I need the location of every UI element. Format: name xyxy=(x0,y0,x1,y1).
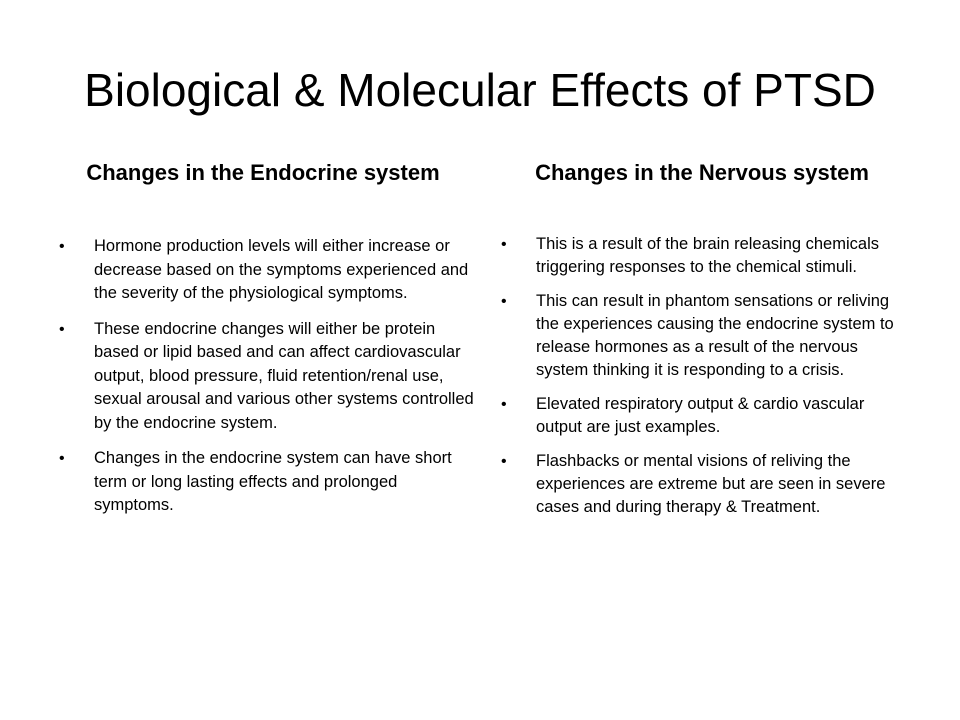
bullet-text: This can result in phantom sensations or reliving the experiences causing the endocrine system to release hormones as a result of the nervous system thinking it is responding to a crisis. xyxy=(536,292,894,379)
bullet-text: These endocrine changes will either be protein based or lipid based and can affect cardiovascular output, blood pressure, fluid retention/renal use, sexual arousal and various other systems controlled by the endocrine system. xyxy=(94,319,474,432)
bullet-text: Elevated respiratory output & cardio vascular output are just examples. xyxy=(536,395,865,436)
bullet-item xyxy=(48,447,478,518)
bullet-icon: • xyxy=(59,450,65,467)
bullet-icon: • xyxy=(59,238,65,255)
bullet-text: This is a result of the brain releasing chemicals triggering responses to the chemical stimuli. xyxy=(536,235,879,276)
nervous-heading: Changes in the Nervous system xyxy=(535,160,869,185)
endocrine-heading: Changes in the Endocrine system xyxy=(86,160,440,185)
bullet-text: Flashbacks or mental visions of reliving the experiences are extreme but are seen in severe cases and during therapy & Treatment. xyxy=(536,452,886,516)
bullet-item xyxy=(490,290,914,382)
bullet-item xyxy=(490,450,914,519)
bullet-item xyxy=(48,235,478,306)
bullet-icon: • xyxy=(501,453,507,470)
bullet-item xyxy=(490,233,914,279)
bullet-icon: • xyxy=(501,236,507,253)
endocrine-bullet-list xyxy=(48,235,478,518)
bullet-icon: • xyxy=(501,396,507,413)
bullet-icon: • xyxy=(59,320,65,338)
endocrine-column xyxy=(48,158,478,530)
bullet-item xyxy=(490,393,914,439)
bullet-icon: • xyxy=(501,293,507,310)
nervous-column xyxy=(490,158,914,530)
nervous-bullet-list xyxy=(490,233,914,519)
bullet-text: Hormone production levels will either increase or decrease based on the symptoms experienced and the severity of the physiological symptoms. xyxy=(94,237,469,302)
bullet-item xyxy=(48,318,478,436)
bullet-text: Changes in the endocrine system can have short term or long lasting effects and prolonged symptoms. xyxy=(94,449,452,514)
slide-title: Biological & Molecular Effects of PTSD xyxy=(84,64,876,116)
